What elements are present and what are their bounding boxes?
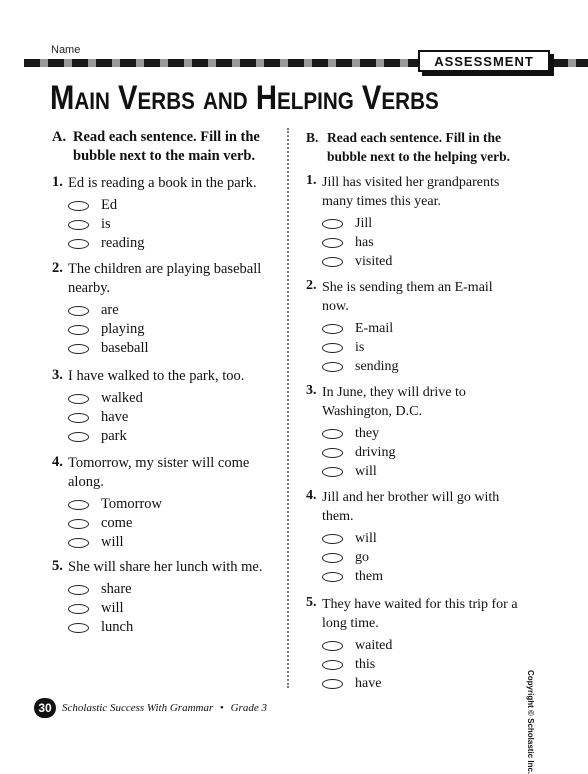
answer-bubble[interactable]: [322, 343, 343, 353]
answer-option-label: will: [101, 534, 124, 550]
answer-option-label: park: [101, 428, 127, 444]
answer-option[interactable]: [322, 548, 369, 567]
section-b-instruction-line2: bubble next to the helping verb.: [327, 149, 511, 164]
question-text-line: many times this year.: [322, 194, 441, 209]
question-number: 3.: [306, 383, 317, 398]
answer-option[interactable]: [322, 233, 374, 252]
answer-option-label: go: [355, 549, 369, 565]
question-text-line: them.: [322, 509, 354, 524]
answer-option[interactable]: [68, 599, 124, 618]
answer-option-label: Ed: [101, 197, 118, 213]
answer-option[interactable]: [322, 636, 392, 655]
answer-option-label: have: [101, 409, 129, 425]
answer-bubble[interactable]: [68, 325, 89, 335]
answer-bubble[interactable]: [322, 553, 343, 563]
answer-option[interactable]: [322, 443, 395, 462]
question-number: 2.: [306, 278, 317, 293]
question-number: 2.: [52, 260, 63, 276]
answer-bubble[interactable]: [68, 344, 89, 354]
answer-option[interactable]: [68, 301, 119, 320]
question-number: 5.: [306, 595, 317, 610]
answer-option[interactable]: [322, 252, 392, 271]
question-number: 3.: [52, 367, 63, 383]
question-number: 1.: [306, 173, 317, 188]
answer-option[interactable]: [68, 495, 162, 514]
footer-bullet: •: [219, 702, 224, 714]
answer-bubble[interactable]: [68, 394, 89, 404]
answer-bubble[interactable]: [322, 641, 343, 651]
question-text-line: I have walked to the park, too.: [68, 368, 245, 384]
answer-option[interactable]: [68, 234, 144, 253]
answer-option[interactable]: [322, 567, 383, 586]
answer-bubble[interactable]: [68, 413, 89, 423]
answer-option[interactable]: [322, 338, 364, 357]
answer-bubble[interactable]: [68, 604, 89, 614]
answer-option-label: are: [101, 302, 119, 318]
answer-option-label: playing: [101, 321, 145, 337]
answer-option[interactable]: [68, 618, 133, 637]
answer-option-label: sending: [355, 358, 399, 374]
answer-bubble[interactable]: [68, 220, 89, 230]
answer-bubble[interactable]: [68, 623, 89, 633]
answer-option[interactable]: [68, 320, 145, 339]
answer-option-label: them: [355, 568, 383, 584]
answer-bubble[interactable]: [68, 500, 89, 510]
section-b-instruction-line1: Read each sentence. Fill in the: [327, 130, 501, 145]
answer-option[interactable]: [68, 215, 111, 234]
question-text-line: along.: [68, 474, 104, 490]
section-a-instruction-line1: Read each sentence. Fill in the: [73, 129, 260, 145]
assessment-tab: ASSESSMENT: [418, 50, 550, 72]
question-text-line: now.: [322, 299, 349, 314]
answer-option-label: is: [101, 216, 111, 232]
answer-bubble[interactable]: [68, 239, 89, 249]
answer-bubble[interactable]: [322, 660, 343, 670]
answer-option-label: will: [355, 530, 377, 546]
question-text-line: She is sending them an E-mail: [322, 280, 493, 295]
answer-option[interactable]: [322, 529, 377, 548]
answer-bubble[interactable]: [68, 306, 89, 316]
answer-bubble[interactable]: [322, 448, 343, 458]
answer-bubble[interactable]: [322, 467, 343, 477]
answer-bubble[interactable]: [322, 429, 343, 439]
answer-bubble[interactable]: [322, 679, 343, 689]
answer-option[interactable]: [68, 408, 128, 427]
column-divider: [287, 128, 289, 688]
answer-option[interactable]: [322, 214, 372, 233]
question-text-line: nearby.: [68, 280, 111, 296]
answer-bubble[interactable]: [322, 257, 343, 267]
answer-option-label: will: [101, 600, 124, 616]
answer-option[interactable]: [68, 196, 117, 215]
page-title: Main Verbs and Helping Verbs: [50, 79, 439, 117]
question-number: 4.: [52, 454, 63, 470]
question-text-line: Jill has visited her grandparents: [322, 175, 500, 190]
answer-option-label: driving: [355, 444, 396, 460]
section-a-instruction-line2: bubble next to the main verb.: [73, 148, 256, 164]
answer-option[interactable]: [322, 462, 377, 481]
footer-grade: Grade 3: [230, 702, 267, 714]
answer-option-label: this: [355, 656, 376, 672]
answer-bubble[interactable]: [322, 362, 343, 372]
question-text-line: Ed is reading a book in the park.: [68, 175, 257, 191]
answer-bubble[interactable]: [322, 324, 343, 334]
question-number: 5.: [52, 558, 63, 574]
answer-option[interactable]: [68, 533, 124, 552]
answer-option-label: is: [355, 339, 365, 355]
question-text-line: The children are playing baseball: [68, 261, 262, 277]
answer-option[interactable]: [322, 674, 381, 693]
footer-book-title: Scholastic Success With Grammar: [62, 702, 214, 714]
answer-option-label: lunch: [101, 619, 134, 635]
answer-option[interactable]: [68, 580, 132, 599]
answer-option-label: baseball: [101, 340, 149, 356]
answer-option[interactable]: [68, 339, 149, 358]
section-a-letter: A.: [52, 129, 67, 145]
answer-option-label: come: [101, 515, 133, 531]
question-number: 4.: [306, 488, 317, 503]
name-label: Name: [51, 44, 81, 56]
answer-option-label: visited: [355, 253, 393, 269]
question-text-line: She will share her lunch with me.: [68, 559, 263, 575]
section-b-letter: B.: [306, 130, 319, 145]
answer-option[interactable]: [322, 357, 399, 376]
question-number: 1.: [52, 174, 63, 190]
answer-option-label: has: [355, 234, 374, 250]
answer-option-label: will: [355, 463, 377, 479]
answer-bubble[interactable]: [68, 538, 89, 548]
answer-option[interactable]: [68, 427, 127, 446]
answer-option-label: Jill: [355, 215, 373, 231]
answer-option-label: share: [101, 581, 132, 597]
question-text-line: Washington, D.C.: [322, 404, 422, 419]
answer-option[interactable]: [68, 389, 143, 408]
copyright-notice-area: [548, 600, 562, 690]
answer-bubble[interactable]: [68, 201, 89, 211]
answer-option-label: Tomorrow: [101, 496, 163, 512]
answer-option[interactable]: [322, 319, 393, 338]
answer-option-label: E-mail: [355, 320, 394, 336]
answer-option[interactable]: [68, 514, 132, 533]
copyright-notice: Copyright © Scholastic Inc.: [526, 670, 535, 774]
question-text-line: They have waited for this trip for a: [322, 597, 518, 612]
answer-bubble[interactable]: [322, 238, 343, 248]
answer-bubble[interactable]: [68, 432, 89, 442]
answer-option-label: have: [355, 675, 382, 691]
answer-bubble[interactable]: [322, 534, 343, 544]
answer-option-label: waited: [355, 637, 393, 653]
question-text-line: Tomorrow, my sister will come: [68, 455, 250, 471]
answer-option-label: walked: [101, 390, 143, 406]
answer-bubble[interactable]: [322, 572, 343, 582]
answer-option[interactable]: [322, 424, 379, 443]
answer-bubble[interactable]: [68, 519, 89, 529]
answer-option-label: reading: [101, 235, 145, 251]
question-text-line: Jill and her brother will go with: [322, 490, 500, 505]
question-text-line: long time.: [322, 616, 379, 631]
answer-option-label: they: [355, 425, 380, 441]
page-number-badge: 30: [34, 698, 56, 718]
footer-text: [62, 702, 267, 714]
question-text-line: In June, they will drive to: [322, 385, 466, 400]
answer-bubble[interactable]: [68, 585, 89, 595]
answer-bubble[interactable]: [322, 219, 343, 229]
answer-option[interactable]: [322, 655, 375, 674]
